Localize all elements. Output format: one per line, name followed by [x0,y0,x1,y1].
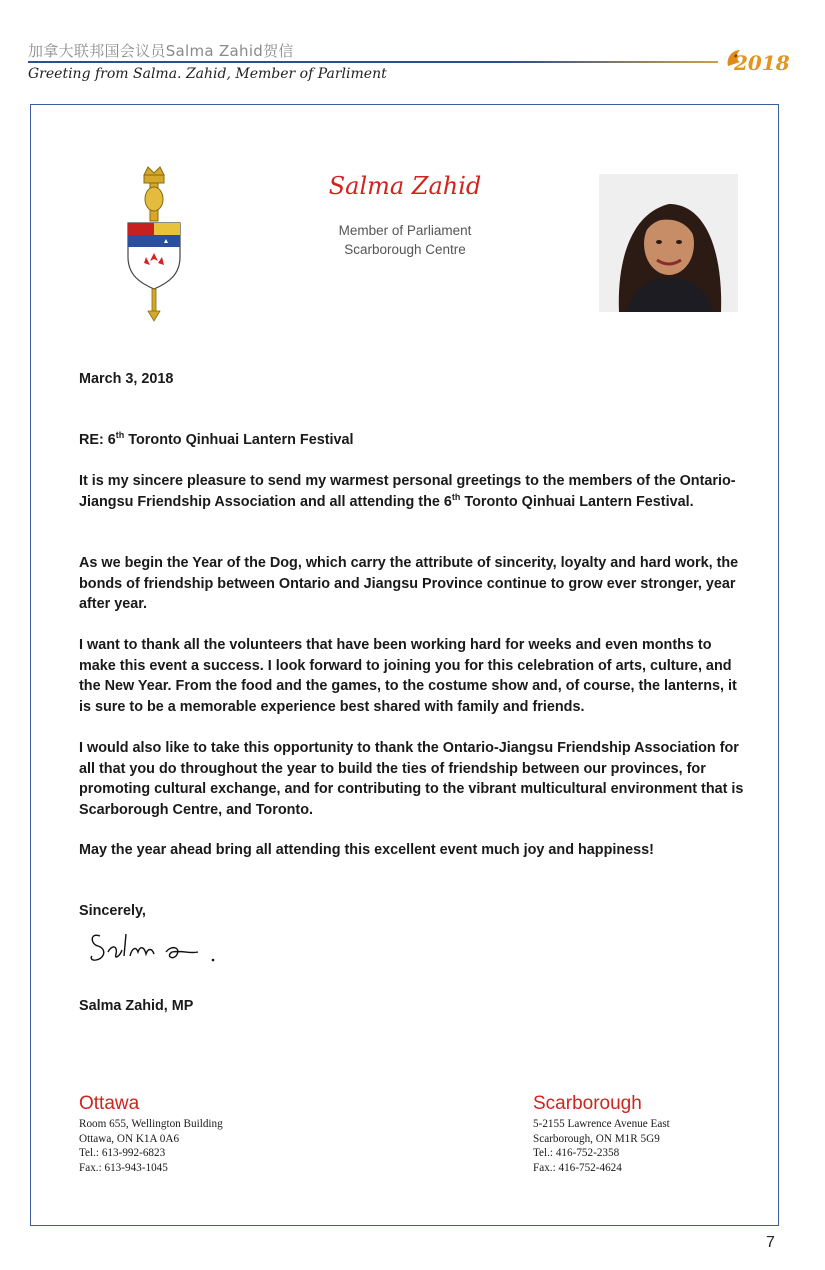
page-number: 7 [766,1234,775,1251]
office-scarborough-name: Scarborough [533,1093,642,1114]
scarborough-line2: Scarborough, ON M1R 5G9 [533,1132,660,1145]
scarborough-line3: Tel.: 416-752-2358 [533,1147,620,1159]
paragraph-1-superscript: th [451,491,461,502]
letterhead-name: Salma Zahid [328,172,482,200]
subject-prefix: RE: 6 [79,432,116,448]
paragraph-1-part2: Toronto Qinhuai Lantern Festival. [460,493,694,510]
subject-suffix: Toronto Qinhuai Lantern Festival [124,432,354,448]
letterhead-title-line2: Scarborough Centre [344,242,466,257]
header-chinese-title: 加拿大联邦国会议员Salma Zahid贺信 [28,42,294,60]
year-2018-logo-icon [722,36,790,80]
letter-paragraph-5 [79,840,749,861]
letter-signer: Salma Zahid, MP [79,998,194,1014]
letter-paragraph-4 [79,738,749,820]
ottawa-line1: Room 655, Wellington Building [79,1118,223,1130]
office-scarborough-address [533,1117,670,1175]
letter-closing: Sincerely, [79,903,146,919]
letter-paragraph-1 [79,471,749,512]
letter-paragraph-2 [79,553,749,615]
ottawa-line4: Fax.: 613-943-1045 [79,1161,168,1174]
office-ottawa-name: Ottawa [79,1093,140,1114]
scarborough-line4: Fax.: 416-752-4624 [533,1161,622,1174]
letter-date: March 3, 2018 [79,371,174,387]
handwritten-signature [86,922,226,972]
letterhead-title [300,221,510,259]
letter-subject [79,430,749,451]
paragraph-5-text: May the year ahead bring all attending this excellent event much joy and happiness! [79,842,654,858]
paragraph-1-part1: It is my sincere pleasure to send my warmest personal greetings to the members of the Ontario-Jiangsu Friendship Association and all attending the 6 [79,473,736,510]
letterhead-title-line1: Member of Parliament [338,223,472,238]
scarborough-line1: 5-2155 Lawrence Avenue East [533,1118,670,1130]
portrait-photo-icon [599,174,738,312]
subject-superscript: th [115,430,125,441]
year-logo-text: 2018 [734,51,790,75]
ottawa-line2: Ottawa, ON K1A 0A6 [79,1132,180,1145]
paragraph-4-text: I would also like to take this opportunity to thank the Ontario-Jiangsu Friendship Association for all that you do throughout the year to build the ties of friendship between our provinces, for promoting cultural exchange, and for contributing to the vibrant multicultural environment that is Scarborough Centre, and Toronto. [79,740,744,818]
paragraph-2-text: As we begin the Year of the Dog, which carry the attribute of sincerity, loyalty and hard work, the bonds of friendship between Ontario and Jiangsu Province continue to grow ever stronger, year after year. [79,555,739,612]
office-ottawa-address [79,1117,223,1175]
header-english-title: Greeting from Salma. Zahid, Member of Parliment [28,66,387,82]
letter-paragraph-3 [79,635,749,717]
parliament-crest-icon [122,165,186,325]
header-divider [28,61,718,63]
paragraph-3-text: I want to thank all the volunteers that have been working hard for weeks and even months to make this event a success. I look forward to joining you for this celebration of arts, culture, and the New Year. From the food and the games, to the costume show and, of course, the lanterns, it is sure to be a memorable experience best shared with family and friends. [79,637,737,715]
ottawa-line3: Tel.: 613-992-6823 [79,1147,166,1159]
